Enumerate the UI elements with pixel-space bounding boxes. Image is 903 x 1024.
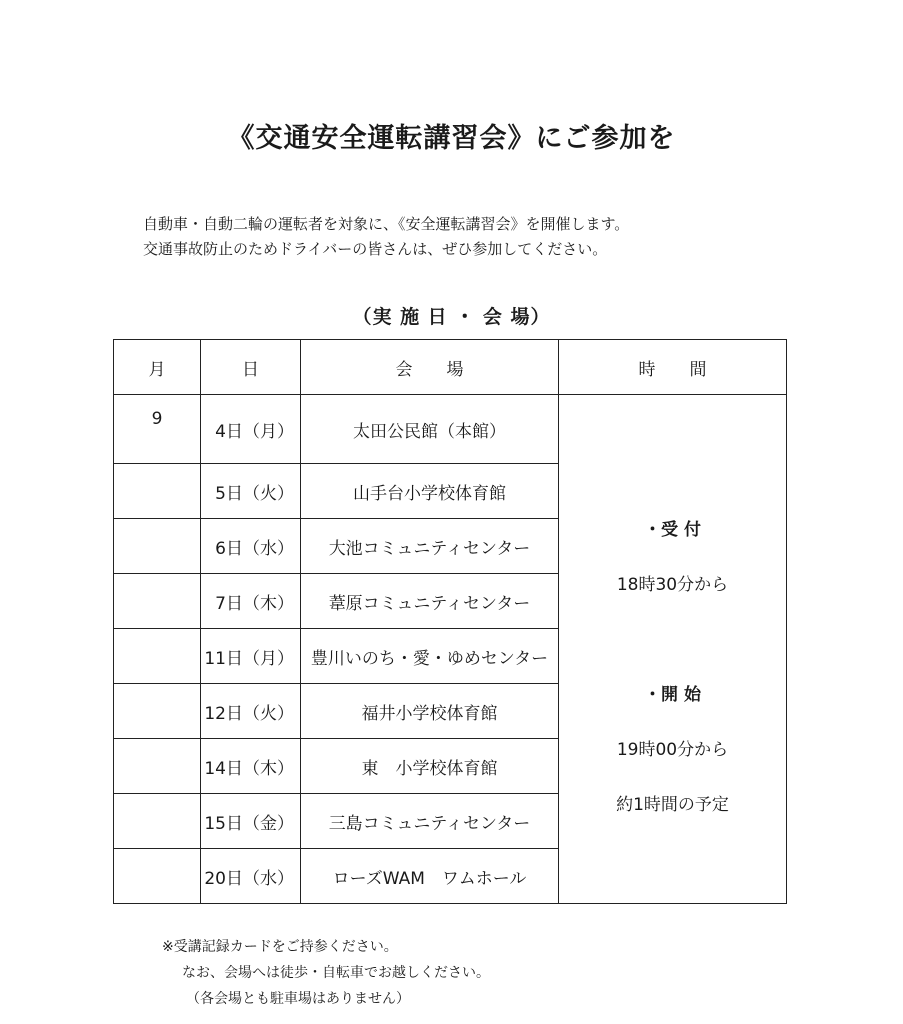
- month-cell: [114, 739, 201, 794]
- venue-cell: ローズWAM ワムホール: [301, 849, 559, 904]
- note-line: ※受講記録カードをご持参ください。: [162, 939, 398, 955]
- notes: [162, 934, 490, 1012]
- start-label: ・開 始: [644, 685, 701, 705]
- intro-text: [143, 212, 629, 262]
- header-day: 日: [201, 340, 301, 395]
- note-line: なお、会場へは徒歩・自転車でお越しください。: [182, 965, 490, 981]
- month-cell: [114, 849, 201, 904]
- day-cell: 20日（水）: [201, 849, 301, 904]
- day-cell: 6日（水）: [201, 519, 301, 574]
- day-cell: 14日（木）: [201, 739, 301, 794]
- venue-cell: 山手台小学校体育館: [301, 464, 559, 519]
- month-cell: [114, 519, 201, 574]
- day-cell: 15日（金）: [201, 794, 301, 849]
- month-cell: [114, 794, 201, 849]
- month-cell: [114, 464, 201, 519]
- time-cell: [559, 395, 787, 904]
- intro-line: 自動車・自動二輪の運転者を対象に、《安全運転講習会》を開催します。: [143, 215, 630, 233]
- schedule-table: [113, 339, 787, 904]
- table-header-row: [114, 340, 787, 395]
- venue-cell: 葦原コミュニティセンター: [301, 574, 559, 629]
- header-time: 時 間: [559, 340, 787, 395]
- venue-cell: 大池コミュニティセンター: [301, 519, 559, 574]
- schedule-subtitle: （実 施 日 ・ 会 場）: [352, 306, 551, 328]
- day-cell: 12日（火）: [201, 684, 301, 739]
- day-cell: 7日（木）: [201, 574, 301, 629]
- reception-time: 18時30分から: [616, 575, 729, 595]
- reception-label: ・受 付: [644, 520, 701, 540]
- month-cell: 9: [114, 395, 201, 464]
- day-cell: 5日（火）: [201, 464, 301, 519]
- duration-text: 約1時間の予定: [616, 795, 729, 815]
- venue-cell: 豊川いのち・愛・ゆめセンター: [301, 629, 559, 684]
- month-cell: [114, 684, 201, 739]
- venue-cell: 東 小学校体育館: [301, 739, 559, 794]
- day-cell: 11日（月）: [201, 629, 301, 684]
- venue-cell: 三島コミュニティセンター: [301, 794, 559, 849]
- venue-cell: 福井小学校体育館: [301, 684, 559, 739]
- table-row: [114, 395, 787, 464]
- note-line: （各会場とも駐車場はありません）: [186, 991, 410, 1007]
- month-cell: [114, 574, 201, 629]
- start-time: 19時00分から: [616, 740, 729, 760]
- intro-line: 交通事故防止のためドライバーの皆さんは、ぜひ参加してください。: [143, 240, 608, 258]
- page-title: 《交通安全運転講習会》にご参加を: [227, 123, 676, 154]
- header-month: 月: [114, 340, 201, 395]
- header-venue: 会 場: [301, 340, 559, 395]
- month-cell: [114, 629, 201, 684]
- venue-cell: 太田公民館（本館）: [301, 395, 559, 464]
- day-cell: 4日（月）: [201, 395, 301, 464]
